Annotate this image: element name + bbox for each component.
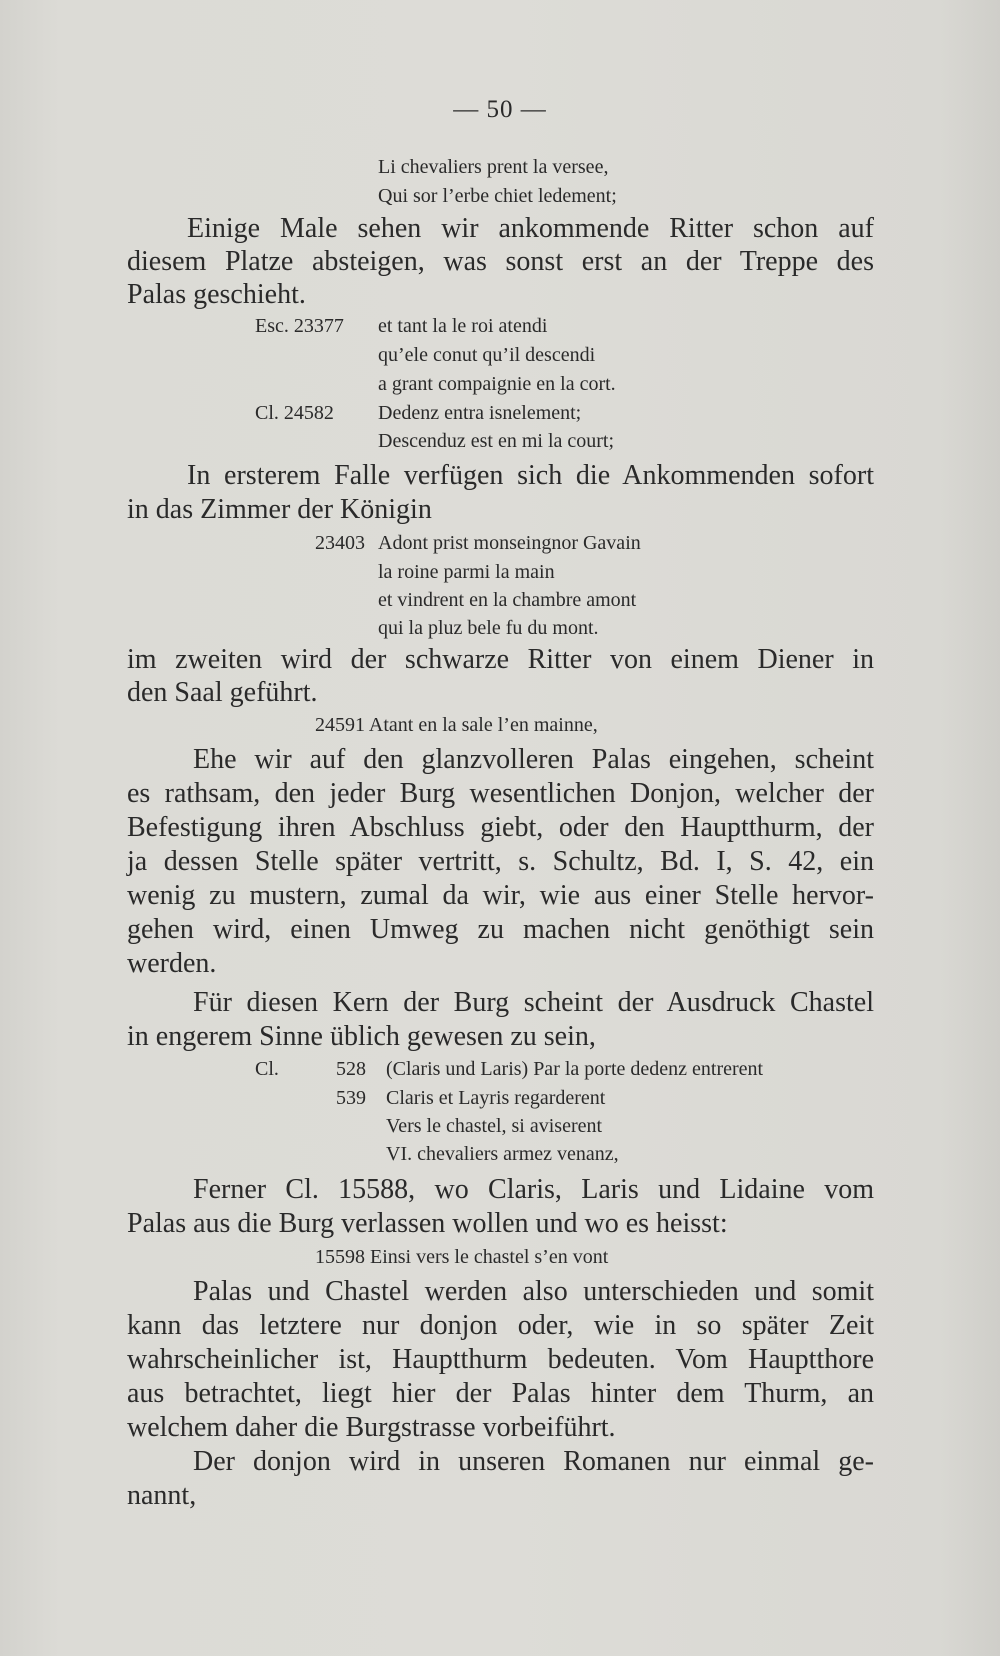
verse-line: Dedenz entra isnelement; — [378, 402, 582, 424]
prose-line: aus betrachtet, liegt hier der Palas hinter dem Thurm, an — [127, 1378, 874, 1409]
prose-line: Ehe wir auf den glanzvolleren Palas eingehen, scheint — [193, 744, 874, 775]
verse-line: Claris et Layris regarderent — [386, 1087, 606, 1109]
citation-ref: 539 — [336, 1087, 366, 1109]
prose-line: in das Zimmer der Königin — [127, 494, 432, 525]
verse-line: (Claris und Laris) Par la porte dedenz entrerent — [386, 1058, 764, 1080]
prose-line: ja dessen Stelle später vertritt, s. Schultz, Bd. I, S. 42, ein — [127, 846, 874, 877]
prose-line: im zweiten wird der schwarze Ritter von einem Diener in — [127, 644, 874, 675]
prose-line: kann das letztere nur donjon oder, wie in so später Zeit — [127, 1310, 874, 1341]
citation-ref: Esc. 23377 — [255, 315, 344, 337]
prose-line: Ferner Cl. 15588, wo Claris, Laris und Lidaine vom — [193, 1174, 874, 1205]
citation-ref: 23403 — [315, 532, 365, 554]
citation-ref: Cl. — [255, 1058, 279, 1080]
verse-line: Li chevaliers prent la versee, — [378, 156, 609, 178]
prose-line: in engerem Sinne üblich gewesen zu sein, — [127, 1021, 596, 1052]
verse-line: Adont prist monseingnor Gavain — [378, 532, 641, 554]
prose-line: Palas geschieht. — [127, 279, 306, 310]
prose-line: wenig zu mustern, zumal da wir, wie aus einer Stelle hervor- — [127, 880, 874, 911]
prose-line: Palas aus die Burg verlassen wollen und wo es heisst: — [127, 1208, 728, 1239]
citation-line: 15598 Einsi vers le chastel s’en vont — [315, 1246, 609, 1268]
prose-line: wahrscheinlicher ist, Hauptthurm bedeuten. Vom Hauptthore — [127, 1344, 874, 1375]
verse-line: Descenduz est en mi la court; — [378, 430, 615, 452]
prose-line: werden. — [127, 948, 217, 979]
verse-line: qu’ele conut qu’il descendi — [378, 344, 596, 366]
prose-line: Einige Male sehen wir ankommende Ritter schon auf — [187, 213, 874, 244]
prose-line: es rathsam, den jeder Burg wesentlichen Donjon, welcher der — [127, 778, 874, 809]
prose-line: diesem Platze absteigen, was sonst erst an der Treppe des — [127, 246, 874, 277]
prose-line: den Saal geführt. — [127, 677, 318, 708]
verse-line: la roine parmi la main — [378, 561, 555, 583]
prose-line: Palas und Chastel werden also unterschieden und somit — [193, 1276, 874, 1307]
prose-line: welchem daher die Burgstrasse vorbeiführt. — [127, 1412, 616, 1443]
citation-line: 24591 Atant en la sale l’en mainne, — [315, 714, 598, 736]
citation-ref: 528 — [336, 1058, 366, 1080]
verse-line: qui la pluz bele fu du mont. — [378, 617, 599, 639]
verse-line: Qui sor l’erbe chiet ledement; — [378, 185, 617, 207]
prose-line: Befestigung ihren Abschluss giebt, oder den Hauptthurm, der — [127, 812, 874, 843]
prose-line: nannt, — [127, 1480, 197, 1511]
prose-line: Für diesen Kern der Burg scheint der Ausdruck Chastel — [193, 987, 874, 1018]
page-number: — 50 — — [453, 96, 547, 123]
prose-line: gehen wird, einen Umweg zu machen nicht genöthigt sein — [127, 914, 874, 945]
verse-line: a grant compaignie en la cort. — [378, 373, 616, 395]
prose-line: Der donjon wird in unseren Romanen nur einmal ge- — [193, 1446, 874, 1477]
verse-line: VI. chevaliers armez venanz, — [386, 1143, 619, 1165]
verse-line: et vindrent en la chambre amont — [378, 589, 637, 611]
citation-ref: Cl. 24582 — [255, 402, 334, 424]
verse-line: Vers le chastel, si aviserent — [386, 1115, 603, 1137]
verse-line: et tant la le roi atendi — [378, 315, 548, 337]
prose-line: In ersterem Falle verfügen sich die Ankommenden sofort — [187, 460, 874, 491]
